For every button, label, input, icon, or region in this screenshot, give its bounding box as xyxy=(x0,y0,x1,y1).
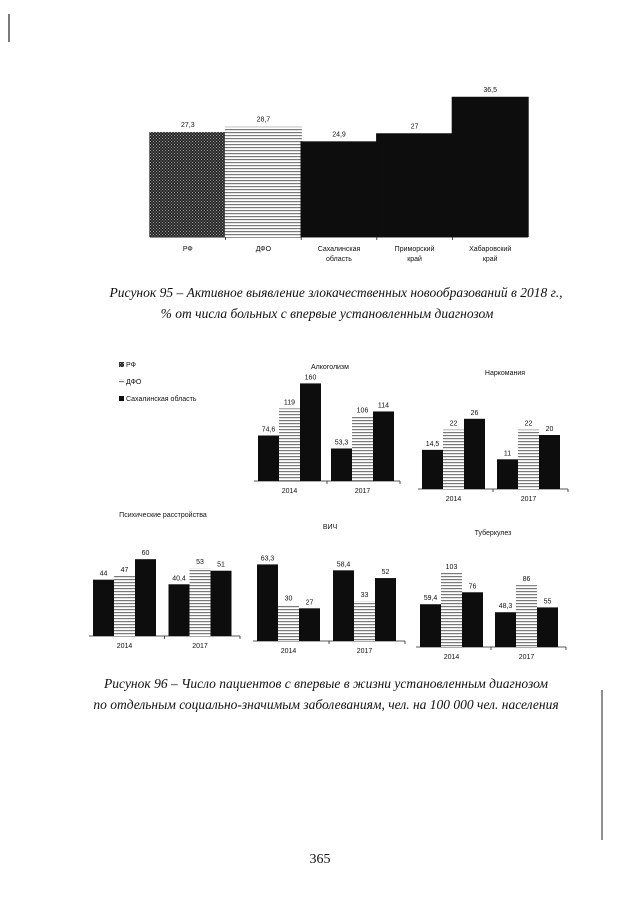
data-label: 58,4 xyxy=(336,561,351,569)
bar xyxy=(420,604,441,647)
figure-96-legend xyxy=(119,362,197,403)
tick-label: 2014 xyxy=(280,648,297,655)
bar xyxy=(354,601,375,641)
data-label: 27 xyxy=(410,123,419,131)
data-label: 27 xyxy=(305,599,314,607)
figure-96-caption-line2: по отдельным социально-значимым заболеваниям, чел. на 100 000 чел. населения xyxy=(93,697,559,712)
bar xyxy=(93,580,114,636)
panel-tuberculosis xyxy=(416,529,566,661)
data-label: 40,4 xyxy=(172,575,186,583)
data-label: 53,3 xyxy=(334,439,349,447)
bar xyxy=(443,430,464,489)
data-label: 22 xyxy=(449,420,458,428)
data-label: 11 xyxy=(503,450,512,458)
tick-label: 2017 xyxy=(518,654,535,661)
bar xyxy=(300,383,321,481)
bar xyxy=(539,435,560,489)
bar xyxy=(352,416,373,481)
bar xyxy=(375,578,396,641)
data-label: 26 xyxy=(470,409,479,417)
data-label: 51 xyxy=(217,561,225,569)
legend-label: РФ xyxy=(126,362,136,369)
panel-title: ВИЧ xyxy=(322,524,338,531)
figure-96-caption-line1: Рисунок 96 – Число пациентов с впервые в жизни установленным диагнозом xyxy=(104,676,548,691)
panel-hiv xyxy=(253,524,405,655)
panel-mental-disorders xyxy=(89,511,240,650)
data-label: 36,5 xyxy=(483,86,498,94)
bar xyxy=(114,576,135,636)
data-label: 63,3 xyxy=(260,555,275,563)
bar xyxy=(331,448,352,481)
tick-label: 2017 xyxy=(356,648,373,655)
tick-label: 2017 xyxy=(520,496,537,503)
data-label: 106 xyxy=(356,407,369,415)
bar xyxy=(135,559,156,636)
bar xyxy=(257,564,278,641)
panel-title: Психические расстройства xyxy=(119,512,207,519)
bar xyxy=(462,592,483,647)
data-label: 22 xyxy=(524,420,533,428)
data-label: 160 xyxy=(304,374,317,382)
data-label: 103 xyxy=(445,563,458,571)
page-number: 365 xyxy=(309,852,331,867)
data-label: 52 xyxy=(381,569,390,577)
tick-label: 2014 xyxy=(116,643,133,650)
data-label: 55 xyxy=(543,598,552,606)
tick-label: 2017 xyxy=(354,488,371,495)
panel-title: Туберкулез xyxy=(474,530,512,537)
tick-label: 2014 xyxy=(445,496,462,503)
data-label: 27,3 xyxy=(180,122,195,130)
bar xyxy=(376,133,453,237)
panel-alcoholism xyxy=(254,364,400,495)
panel-drug-addiction xyxy=(418,370,568,503)
bar xyxy=(464,419,485,489)
data-label: 60 xyxy=(141,550,150,558)
bar xyxy=(373,411,394,481)
tick-label: область xyxy=(326,256,352,263)
tick-label: 2014 xyxy=(443,654,460,661)
figure-95-chart xyxy=(149,87,528,263)
bar xyxy=(497,459,518,489)
bar xyxy=(225,127,302,237)
legend-label: ДФО xyxy=(126,379,142,386)
legend-swatch xyxy=(119,379,124,384)
tick-label: Хабаровский xyxy=(469,246,512,253)
tick-label: Приморский xyxy=(394,246,435,253)
data-label: 74,6 xyxy=(261,426,276,434)
figure-95-caption-line2: % от числа больных с впервые установленным диагнозом xyxy=(160,306,494,321)
data-label: 33 xyxy=(360,592,369,600)
bar xyxy=(258,435,279,481)
bar xyxy=(190,568,211,636)
data-label: 114 xyxy=(377,402,390,410)
data-label: 14,5 xyxy=(425,440,440,448)
data-label: 30 xyxy=(284,595,293,603)
tick-label: край xyxy=(407,256,422,263)
bar xyxy=(169,584,190,636)
bar xyxy=(211,571,232,636)
data-label: 24,9 xyxy=(332,131,346,139)
data-label: 59,4 xyxy=(423,595,438,603)
bar xyxy=(301,141,378,237)
tick-label: 2014 xyxy=(281,488,298,495)
tick-label: РФ xyxy=(182,246,193,253)
bar xyxy=(537,607,558,647)
legend-swatch xyxy=(119,396,124,401)
bar xyxy=(495,612,516,647)
bar xyxy=(422,450,443,489)
bar xyxy=(452,97,529,237)
figure-95-caption-line1: Рисунок 95 – Активное выявление злокачественных новообразований в 2018 г., xyxy=(109,285,563,300)
legend-swatch xyxy=(119,362,124,367)
bar xyxy=(518,430,539,489)
tick-label: край xyxy=(482,256,498,263)
data-label: 28,7 xyxy=(256,116,271,124)
legend-label: Сахалинская область xyxy=(126,396,197,403)
panel-title: Алкоголизм xyxy=(311,364,349,371)
tick-label: 2017 xyxy=(192,643,208,650)
panel-title: Наркомания xyxy=(484,370,526,377)
tick-label: Сахалинская xyxy=(317,246,361,253)
data-label: 53 xyxy=(196,559,204,567)
data-label: 20 xyxy=(545,426,554,433)
bar xyxy=(279,408,300,481)
bar xyxy=(441,573,462,647)
data-label: 119 xyxy=(283,399,296,407)
data-label: 76 xyxy=(468,583,477,591)
bar xyxy=(278,605,299,641)
data-label: 47 xyxy=(120,566,129,574)
bar xyxy=(333,570,354,641)
tick-label: ДФО xyxy=(255,246,272,253)
data-label: 44 xyxy=(99,570,108,578)
data-label: 86 xyxy=(522,576,531,584)
bar xyxy=(299,608,320,641)
bar xyxy=(149,132,226,237)
bar xyxy=(516,585,537,647)
data-label: 48,3 xyxy=(498,603,513,611)
